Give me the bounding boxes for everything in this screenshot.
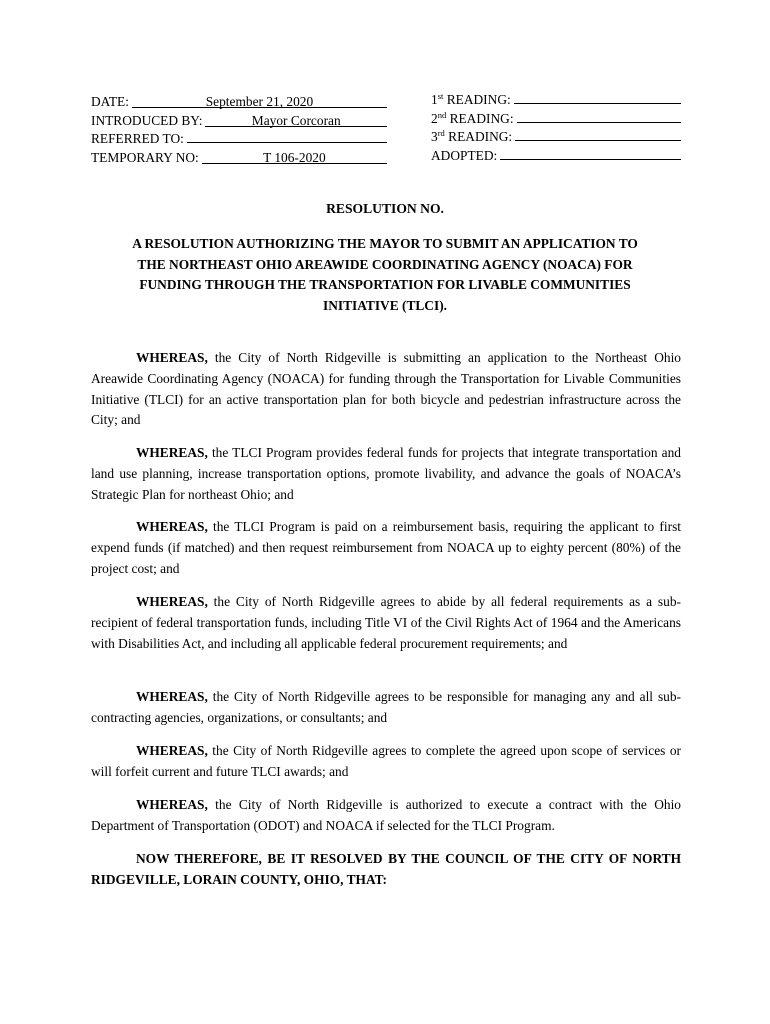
whereas-clause-3: WHEREAS, the TLCI Program is paid on a reimbursement basis, requiring the applicant to first expend funds (if matched) and then request reimbursement from NOACA up to eighty percent (80%) of the project cost; and: [91, 519, 681, 576]
first-reading-line: [514, 91, 681, 104]
date-value: September 21, 2020: [205, 94, 314, 109]
resolution-title: A RESOLUTION AUTHORIZING THE MAYOR TO SUBMIT AN APPLICATION TO THE NORTHEAST OHIO AREAWIDE COORDINATING AGENCY (NOACA) FOR FUNDING THROUGH THE TRANSPORTATION FOR LIVABLE COMMUNITIES INITIATIVE (TLCI).: [132, 236, 638, 313]
second-reading-label: 2nd READING:: [431, 109, 514, 126]
introduced-by-field: [91, 112, 387, 131]
third-reading-line: [515, 128, 681, 141]
whereas-clause-6: WHEREAS, the City of North Ridgeville agrees to complete the agreed upon scope of services or will forfeit current and future TLCI awards; and: [91, 743, 681, 779]
header-left-fields: [91, 93, 387, 167]
temporary-no-line: [202, 151, 387, 164]
whereas-clause-1: WHEREAS, the City of North Ridgeville is submitting an application to the Northeast Ohio Areawide Coordinating Agency (NOACA) for funding through the Transportation for Livable Communities Initiative (TLCI) for an active transportation plan for both bicycle and pedestrian infrastructure across the City; and: [91, 350, 681, 428]
date-label: DATE:: [91, 94, 129, 109]
introduced-by-line: [205, 114, 387, 127]
adopted-label: ADOPTED:: [431, 147, 498, 163]
adopted-line: [500, 147, 681, 160]
referred-to-field: [91, 130, 387, 149]
whereas-clause-7: WHEREAS, the City of North Ridgeville is authorized to execute a contract with the Ohio Department of Transportation (ODOT) and NOACA if selected for the TLCI Program.: [91, 797, 681, 833]
temporary-no-field: [91, 149, 387, 168]
date-field: [91, 93, 387, 112]
third-reading-field: [431, 128, 681, 147]
resolution-number-heading: RESOLUTION NO.: [326, 201, 444, 216]
temporary-no-label: TEMPORARY NO:: [91, 149, 199, 165]
temporary-no-value: T 106-2020: [263, 149, 326, 165]
whereas-clause-4: WHEREAS, the City of North Ridgeville agrees to abide by all federal requirements as a sub-recipient of federal transportation funds, including Title VI of the Civil Rights Act of 1964 and the Americans with Disabilities Act, and including all applicable federal procurement requirements; and: [91, 594, 681, 651]
date-line: [132, 95, 387, 108]
referred-to-line: [187, 130, 387, 143]
header-right-fields: [431, 91, 681, 165]
referred-to-label: REFERRED TO:: [91, 131, 184, 146]
second-reading-line: [517, 110, 681, 123]
whereas-clause-2: WHEREAS, the TLCI Program provides federal funds for projects that integrate transportation and land use planning, increase transportation options, promote livability, and advance the goals of NOACA’s Strategic Plan for northeast Ohio; and: [91, 445, 681, 502]
resolved-clause: NOW THEREFORE, BE IT RESOLVED BY THE COUNCIL OF THE CITY OF NORTH RIDGEVILLE, LORAIN COUNTY, OHIO, THAT:: [91, 851, 681, 887]
introduced-by-label: INTRODUCED BY:: [91, 112, 203, 128]
introduced-by-value: Mayor Corcoran: [251, 112, 341, 128]
whereas-clause-5: WHEREAS, the City of North Ridgeville agrees to be responsible for managing any and all sub-contracting agencies, organizations, or consultants; and: [91, 689, 681, 725]
first-reading-label: 1st READING:: [431, 91, 511, 107]
second-reading-field: [431, 110, 681, 129]
third-reading-label: 3rd READING:: [431, 128, 513, 144]
adopted-field: [431, 147, 681, 166]
first-reading-field: [431, 91, 681, 110]
